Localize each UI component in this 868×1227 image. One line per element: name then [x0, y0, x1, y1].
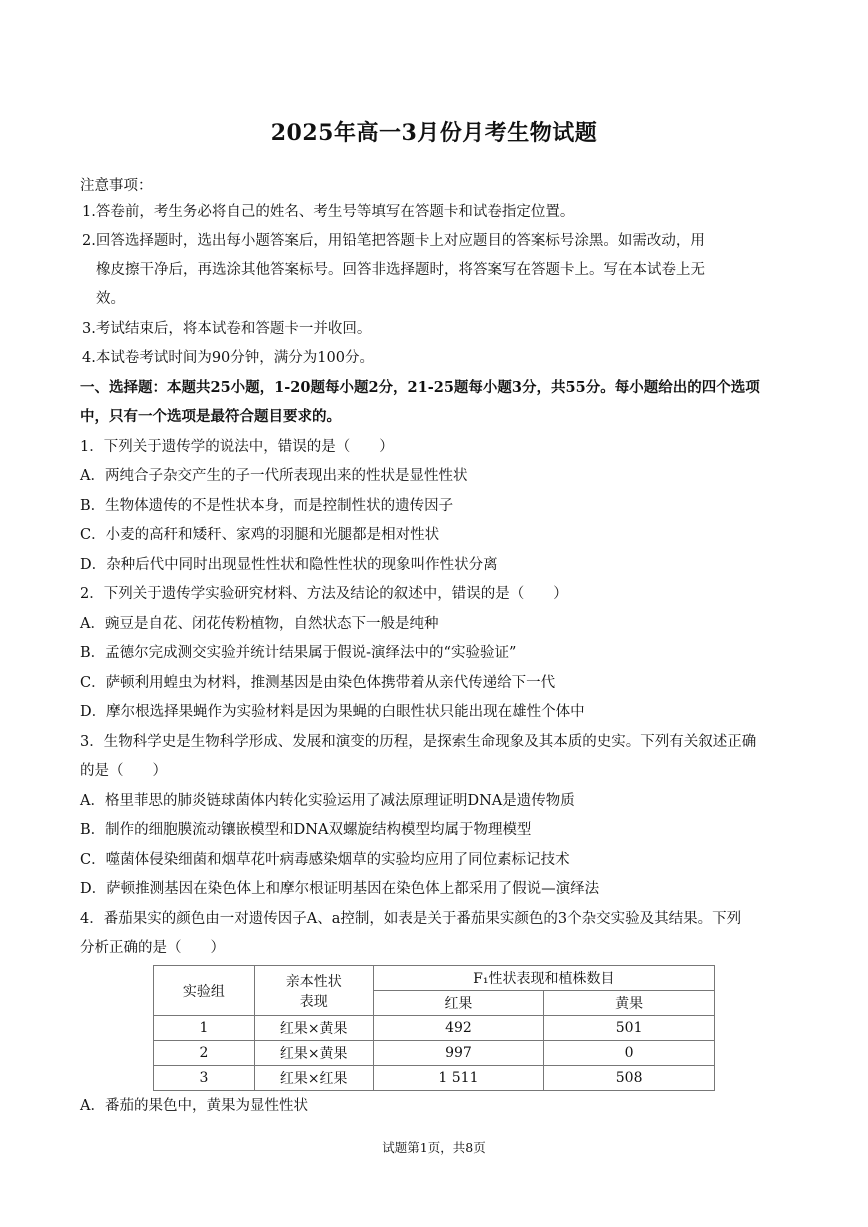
page-footer: 试题第1页，共8页 — [382, 1140, 486, 1155]
question-1-stem: 1．下列关于遗传学的说法中，错误的是（ ） — [80, 439, 394, 455]
question-2-option-d: D．摩尔根选择果蝇作为实验材料是因为果蝇的白眼性状只能出现在雄性个体中 — [80, 704, 585, 720]
cell-yellow: 508 — [544, 1066, 715, 1091]
question-2-option-b: B．孟德尔完成测交实验并统计结果属于假说-演绎法中的“实验验证” — [80, 645, 517, 661]
notice-heading: 注意事项： — [80, 178, 153, 194]
table-row — [154, 1041, 715, 1066]
section-heading: 一、选择题：本题共25小题，1-20题每小题2分，21-25题每小题3分，共55分。每小题给出的四个选项 — [80, 379, 760, 396]
cell-red: 997 — [373, 1041, 544, 1066]
cell-yellow: 0 — [544, 1041, 715, 1066]
header-group: 实验组 — [154, 966, 255, 1016]
question-2-option-c: C．萨顿利用蝗虫为材料，推测基因是由染色体携带着从亲代传递给下一代 — [80, 675, 556, 691]
question-4-stem: 4．番茄果实的颜色由一对遗传因子A、a控制，如表是关于番茄果实颜色的3个杂交实验及其结果。下列 — [80, 911, 742, 927]
table-header-row — [154, 966, 715, 991]
question-1-option-d: D．杂种后代中同时出现显性性状和隐性性状的现象叫作性状分离 — [80, 557, 498, 573]
question-2-stem: 2．下列关于遗传学实验研究材料、方法及结论的叙述中，错误的是（ ） — [80, 586, 568, 602]
header-parents: 亲本性状 表现 — [254, 966, 373, 1016]
section-heading-cont: 中，只有一个选项是最符合题目要求的。 — [80, 408, 341, 425]
question-3-option-d: D．萨顿推测基因在染色体上和摩尔根证明基因在染色体上都采用了假说—演绎法 — [80, 881, 600, 897]
question-3-stem: 3．生物科学史是生物科学形成、发展和演变的历程，是探索生命现象及其本质的史实。下列有关叙述正确 — [80, 734, 757, 750]
cell-parents: 红果×红果 — [254, 1066, 373, 1091]
question-3-option-c: C．噬菌体侵染细菌和烟草花叶病毒感染烟草的实验均应用了同位素标记技术 — [80, 852, 570, 868]
question-3-option-a: A．格里菲思的肺炎链球菌体内转化实验运用了减法原理证明DNA是遗传物质 — [80, 793, 575, 809]
table-row — [154, 1016, 715, 1041]
notice-item: 橡皮擦干净后，再选涂其他答案标号。回答非选择题时，将答案写在答题卡上。写在本试卷上无 — [96, 262, 705, 278]
header-red: 红果 — [373, 991, 544, 1016]
cell-group: 2 — [154, 1041, 255, 1066]
question-3-option-b: B．制作的细胞膜流动镶嵌模型和DNA双螺旋结构模型均属于物理模型 — [80, 822, 532, 838]
header-f1: F₁性状表现和植株数目 — [373, 966, 714, 991]
question-1-option-a: A．两纯合子杂交产生的子一代所表现出来的性状是显性性状 — [80, 468, 468, 484]
page-title: 2025年高一3月份月考生物试题 — [270, 120, 598, 146]
notice-item: 3.考试结束后，将本试卷和答题卡一并收回。 — [82, 321, 372, 337]
notice-item: 2.回答选择题时，选出每小题答案后，用铅笔把答题卡上对应题目的答案标号涂黑。如需改动，用 — [82, 233, 705, 249]
cell-parents: 红果×黄果 — [254, 1041, 373, 1066]
cell-red: 492 — [373, 1016, 544, 1041]
notice-item: 4.本试卷考试时间为90分钟，满分为100分。 — [82, 350, 374, 366]
cell-red: 1 511 — [373, 1066, 544, 1091]
cross-experiment-table — [153, 965, 715, 1091]
question-3-stem-cont: 的是（ ） — [80, 763, 167, 779]
question-4-stem-cont: 分析正确的是（ ） — [80, 940, 225, 956]
cell-group: 1 — [154, 1016, 255, 1041]
notice-item: 1.答卷前，考生务必将自己的姓名、考生号等填写在答题卡和试卷指定位置。 — [82, 204, 575, 220]
cell-group: 3 — [154, 1066, 255, 1091]
table-row — [154, 1066, 715, 1091]
question-1-option-c: C．小麦的高秆和矮秆、家鸡的羽腿和光腿都是相对性状 — [80, 527, 440, 543]
cell-parents: 红果×黄果 — [254, 1016, 373, 1041]
header-yellow: 黄果 — [544, 991, 715, 1016]
question-1-option-b: B．生物体遗传的不是性状本身，而是控制性状的遗传因子 — [80, 498, 454, 514]
cell-yellow: 501 — [544, 1016, 715, 1041]
notice-item: 效。 — [96, 291, 125, 307]
question-4-option-a: A．番茄的果色中，黄果为显性性状 — [80, 1098, 308, 1114]
question-2-option-a: A．豌豆是自花、闭花传粉植物，自然状态下一般是纯种 — [80, 616, 439, 632]
